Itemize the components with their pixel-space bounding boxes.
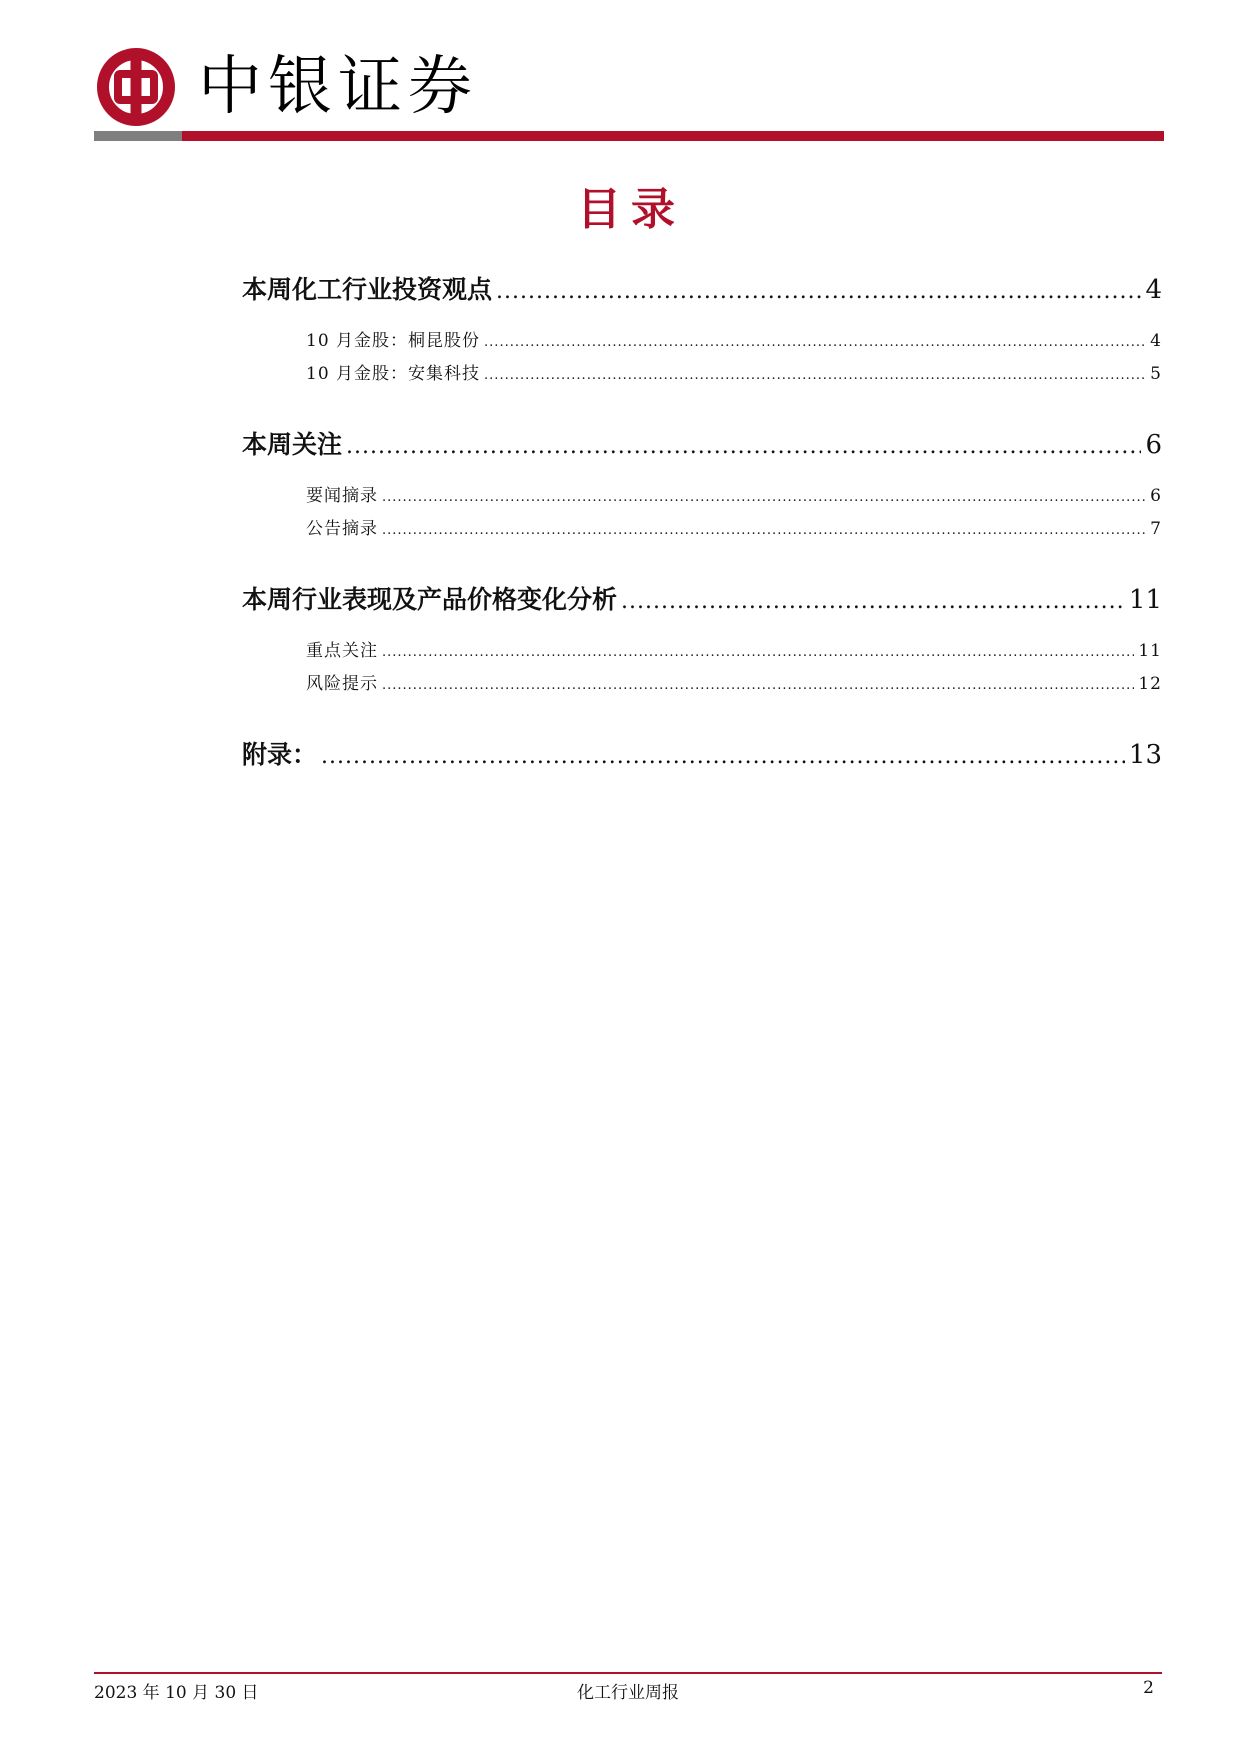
- dot-leader: [496, 274, 1141, 310]
- toc-page-number: 5: [1150, 364, 1162, 384]
- brand-name: 中银证券: [198, 50, 478, 124]
- toc-subsection-2-1[interactable]: [306, 483, 1162, 509]
- toc-page-number: 13: [1128, 740, 1162, 770]
- toc-section-2[interactable]: [242, 427, 1162, 463]
- toc-page-number: 6: [1150, 486, 1162, 506]
- toc-page-number: 6: [1145, 430, 1162, 460]
- footer-rule: [94, 1672, 1162, 1674]
- dot-leader: [382, 485, 1146, 511]
- toc-section-1[interactable]: [242, 272, 1162, 308]
- dot-leader: [382, 640, 1134, 666]
- dot-leader: [321, 739, 1125, 775]
- toc-subsection-3-1[interactable]: [306, 638, 1162, 664]
- toc-page-number: 11: [1138, 641, 1162, 661]
- toc-section-label: 附录：: [242, 740, 318, 769]
- table-of-contents: [242, 272, 1162, 773]
- dot-leader: [484, 330, 1146, 356]
- toc-page-number: 7: [1150, 519, 1162, 539]
- footer-date: 2023 年 10 月 30 日: [94, 1683, 259, 1703]
- toc-subsection-label: 要闻摘录: [306, 486, 378, 506]
- footer-page-number: 2: [1143, 1678, 1154, 1698]
- toc-subsection-label: 10 月金股：桐昆股份: [306, 331, 481, 351]
- header-rule-gray: [94, 131, 182, 141]
- toc-subsection-1-2[interactable]: [306, 361, 1162, 387]
- dot-leader: [346, 429, 1141, 465]
- toc-section-3[interactable]: [242, 582, 1162, 618]
- toc-subsection-3-2[interactable]: [306, 671, 1162, 697]
- toc-subsection-label: 10 月金股：安集科技: [306, 364, 481, 384]
- toc-subsection-1-1[interactable]: [306, 328, 1162, 354]
- toc-title: 目录: [577, 184, 685, 235]
- header-rule-red: [182, 131, 1164, 141]
- dot-leader: [484, 363, 1146, 389]
- toc-subsection-label: 重点关注: [306, 641, 378, 661]
- dot-leader: [382, 673, 1134, 699]
- toc-section-4[interactable]: [242, 737, 1162, 773]
- toc-subsection-label: 公告摘录: [306, 519, 378, 539]
- dot-leader: [382, 518, 1146, 544]
- page-header: [96, 42, 478, 132]
- toc-subsection-2-2[interactable]: [306, 516, 1162, 542]
- toc-page-number: 12: [1138, 674, 1162, 694]
- toc-section-label: 本周关注: [242, 430, 343, 459]
- page-footer: [94, 1678, 1162, 1708]
- footer-report-name: 化工行业周报: [577, 1683, 679, 1703]
- dot-leader: [621, 584, 1125, 620]
- toc-page-number: 11: [1128, 585, 1162, 615]
- toc-section-label: 本周化工行业投资观点: [242, 275, 493, 304]
- bank-of-china-logo-icon: [96, 47, 176, 127]
- toc-page-number: 4: [1145, 275, 1162, 305]
- toc-section-label: 本周行业表现及产品价格变化分析: [242, 585, 618, 614]
- toc-subsection-label: 风险提示: [306, 674, 378, 694]
- toc-page-number: 4: [1150, 331, 1162, 351]
